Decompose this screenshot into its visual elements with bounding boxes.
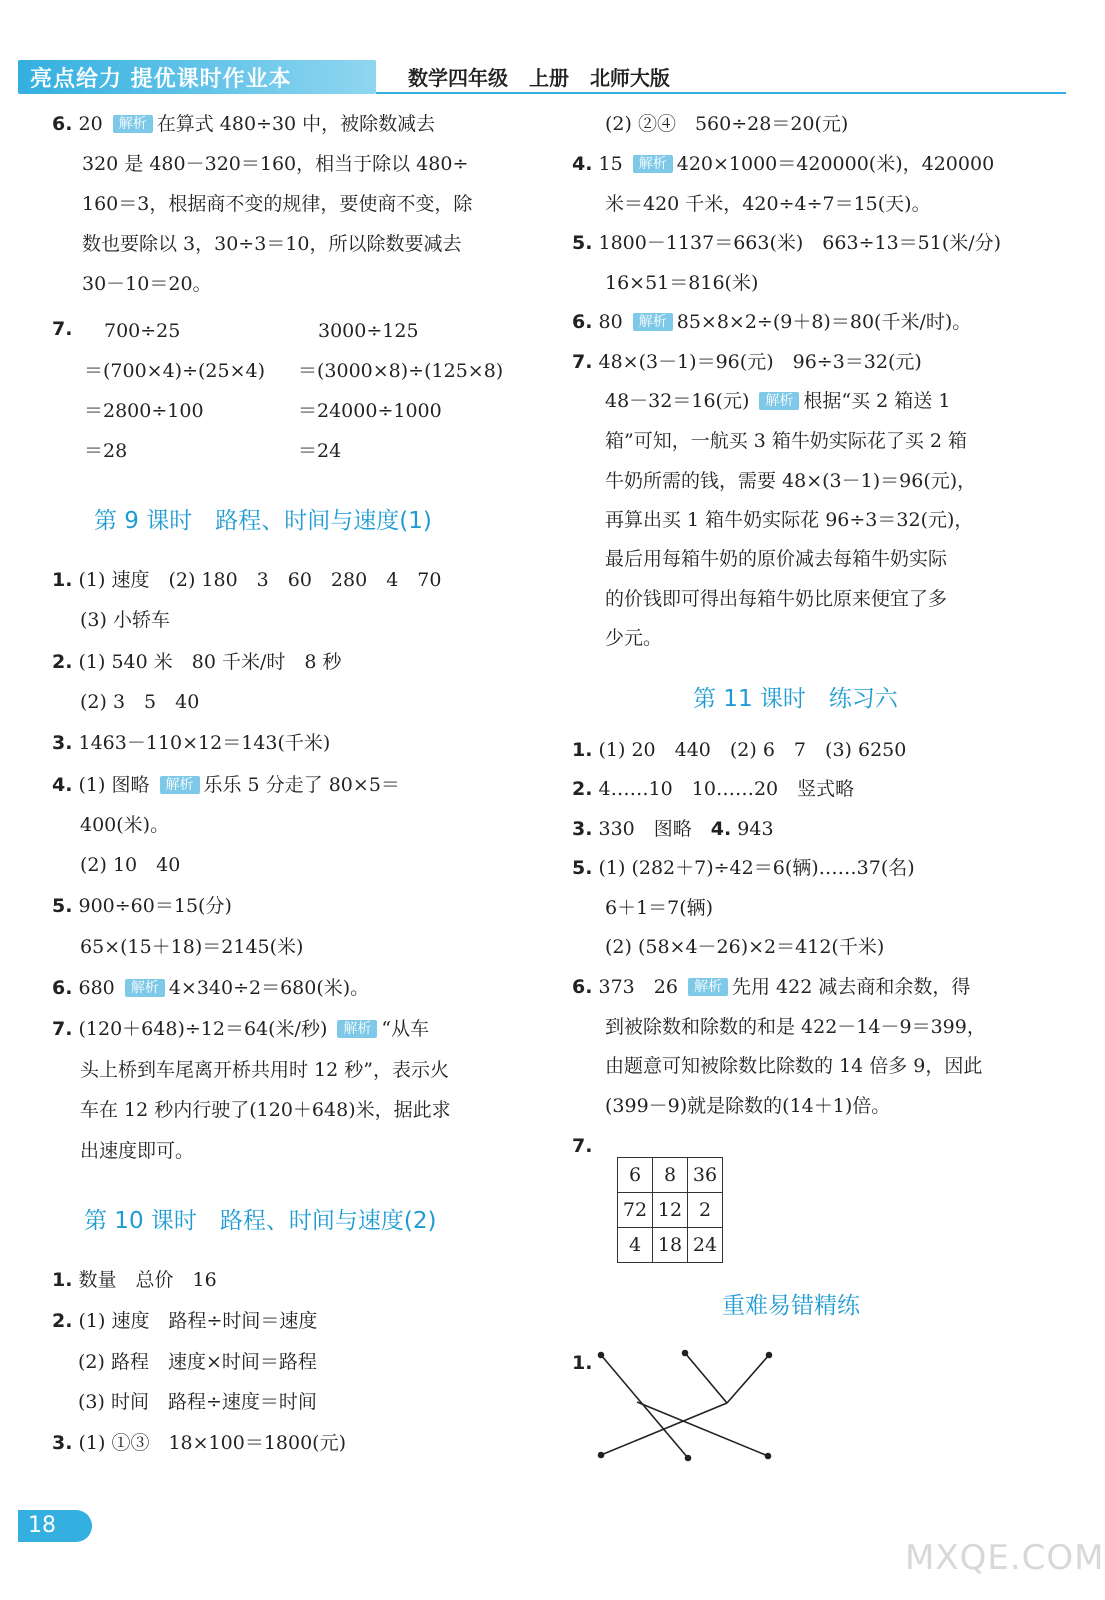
answer-text-line: 400(米)。 xyxy=(80,814,170,836)
answer-3c: 3. (1) ①③ 18×100＝1800(元) xyxy=(52,1432,346,1454)
answer-text-line: (2) 路程 速度×时间＝路程 xyxy=(78,1351,317,1373)
answer-text-line: 320 是 480－320＝160，相当于除以 480÷ xyxy=(82,153,469,175)
question-number: 1. xyxy=(572,1352,593,1374)
grid-cell: 4 xyxy=(618,1228,653,1263)
calc-step: ＝(3000×8)÷(125×8) xyxy=(298,360,504,382)
answer-text-line: 30－10＝20。 xyxy=(82,273,212,295)
answer-2r: 2. 4……10 10……20 竖式略 xyxy=(572,778,855,800)
answer-text-line: 车在 12 秒内行驶了(120＋648)米，据此求 xyxy=(80,1099,451,1121)
page-number: 18 xyxy=(18,1510,92,1542)
match-line xyxy=(601,1355,688,1458)
analysis-tag: 解析 xyxy=(759,392,799,410)
answer-text-line: 箱”可知，一航买 3 箱牛奶实际花了买 2 箱 xyxy=(605,430,968,452)
answer-text-line: 16×51＝816(米) xyxy=(605,272,759,294)
answer-text-line: (3) 时间 路程÷速度＝时间 xyxy=(78,1391,317,1413)
match-line xyxy=(685,1353,727,1403)
match-line xyxy=(637,1402,768,1456)
answer-text-line: 65×(15＋18)＝2145(米) xyxy=(80,936,304,958)
answer-text-line: 的价钱即可得出每箱牛奶比原来便宜了多 xyxy=(605,588,948,610)
grid-cell: 6 xyxy=(618,1158,653,1193)
number-grid xyxy=(617,1157,723,1263)
answer-text-line: 少元。 xyxy=(605,627,663,649)
answer-text-line: 6＋1＝7(辆) xyxy=(605,897,714,919)
grid-cell: 8 xyxy=(653,1158,688,1193)
answer-5r2: 5. (1) (282＋7)÷42＝6(辆)……37(名) xyxy=(572,857,915,879)
answer-text-line: 米＝420 千米，420÷4÷7＝15(天)。 xyxy=(605,193,931,215)
analysis-tag: 解析 xyxy=(688,978,728,996)
analysis-tag: 解析 xyxy=(633,155,673,173)
answer-text-line: 再算出买 1 箱牛奶实际花 96÷3＝32(元)， xyxy=(605,509,974,531)
section-heading: 第 11 课时 练习六 xyxy=(693,686,898,712)
answer-6: 6. 20 解析 在算式 480÷30 中，被除数减去 xyxy=(52,113,436,135)
book-info xyxy=(408,62,670,91)
match-dot xyxy=(599,1353,604,1358)
section-heading: 重难易错精练 xyxy=(722,1293,860,1319)
section-heading: 第 10 课时 路程、时间与速度(2) xyxy=(84,1208,437,1234)
answer-6b: 6. 680 解析 4×340÷2＝680(米)。 xyxy=(52,977,370,999)
question-number: 7. xyxy=(52,318,73,340)
analysis-tag: 解析 xyxy=(337,1020,377,1038)
answer-2: 2. (1) 540 米 80 千米/时 8 秒 xyxy=(52,651,342,673)
calc-step: 3000÷125 xyxy=(318,320,419,342)
answer-text-line: 头上桥到车尾离开桥共用时 12 秒”，表示火 xyxy=(80,1059,449,1081)
match-dot xyxy=(686,1456,691,1461)
calc-step: ＝24 xyxy=(298,440,342,462)
answer-2c: 2. (1) 速度 路程÷时间＝速度 xyxy=(52,1310,318,1332)
answer-6r: 6. 80 解析 85×8×2÷(9＋8)＝80(千米/时)。 xyxy=(572,311,972,333)
answer-7b: 7. (120＋648)÷12＝64(米/秒) 解析 “从车 xyxy=(52,1018,430,1040)
answer-text-line: (2) 10 40 xyxy=(80,854,181,876)
answer-text-line: 48－32＝16(元) 解析 根据“买 2 箱送 1 xyxy=(605,390,951,412)
answer-3r: 3. 330 图略 4. 943 xyxy=(572,818,774,840)
answer-1: 1. (1) 速度 (2) 180 3 60 280 4 70 xyxy=(52,569,442,591)
answer-text-line: (2) (58×4－26)×2＝412(千米) xyxy=(605,936,885,958)
match-dot xyxy=(767,1353,772,1358)
answer-6r2: 6. 373 26 解析 先用 422 减去商和余数，得 xyxy=(572,976,971,998)
answer-text-line: 数也要除以 3，30÷3＝10，所以除数要减去 xyxy=(82,233,462,255)
answer-4r: 4. 15 解析 420×1000＝420000(米)，420000 xyxy=(572,153,995,175)
match-line xyxy=(601,1403,727,1455)
answer-3: 3. 1463－110×12＝143(千米) xyxy=(52,732,331,754)
match-dot xyxy=(599,1453,604,1458)
answer-text-line: (2) ②④ 560÷28＝20(元) xyxy=(605,113,849,135)
answer-text-line: 到被除数和除数的和是 422－14－9＝399， xyxy=(605,1016,986,1038)
answer-text-line: (2) 3 5 40 xyxy=(80,691,200,713)
answer-text-line: 由题意可知被除数比除数的 14 倍多 9，因此 xyxy=(605,1055,983,1077)
grid-cell: 12 xyxy=(653,1193,688,1228)
grid-cell: 24 xyxy=(688,1228,723,1263)
calc-step: ＝24000÷1000 xyxy=(298,400,442,422)
page-header xyxy=(0,0,1083,100)
answer-text-line: 最后用每箱牛奶的原价减去每箱牛奶实际 xyxy=(605,548,948,570)
section-heading: 第 9 课时 路程、时间与速度(1) xyxy=(94,508,432,534)
answer-4: 4. (1) 图略 解析 乐乐 5 分走了 80×5＝ xyxy=(52,774,400,796)
answer-5r: 5. 1800－1137＝663(米) 663÷13＝51(米/分) xyxy=(572,232,1002,254)
watermark: MXQE.COM xyxy=(905,1538,1105,1578)
analysis-tag: 解析 xyxy=(633,313,673,331)
analysis-tag: 解析 xyxy=(125,979,165,997)
answer-1c: 1. 数量 总价 16 xyxy=(52,1269,217,1291)
edition: 北师大版 xyxy=(589,66,670,90)
subject: 数学四年级 xyxy=(408,66,508,90)
book-title: 亮点给力 提优课时作业本 xyxy=(30,67,292,92)
calc-step: ＝2800÷100 xyxy=(84,400,204,422)
analysis-tag: 解析 xyxy=(113,115,153,133)
calc-step: 700÷25 xyxy=(104,320,181,342)
matching-lines-diagram xyxy=(590,1340,790,1470)
answer-text-line: (3) 小轿车 xyxy=(80,609,170,631)
answer-5: 5. 900÷60＝15(分) xyxy=(52,895,232,917)
calc-step: ＝28 xyxy=(84,440,128,462)
grid-cell: 36 xyxy=(688,1158,723,1193)
grid-cell: 72 xyxy=(618,1193,653,1228)
question-number: 7. xyxy=(572,1135,593,1157)
answer-7r: 7. 48×(3－1)＝96(元) 96÷3＝32(元) xyxy=(572,351,922,373)
answer-1r: 1. (1) 20 440 (2) 6 7 (3) 6250 xyxy=(572,739,907,761)
header-rule xyxy=(376,92,1066,94)
volume: 上册 xyxy=(528,66,569,90)
answer-text-line: 160＝3，根据商不变的规律，要使商不变，除 xyxy=(82,193,473,215)
answer-text-line: 牛奶所需的钱，需要 48×(3－1)＝96(元)， xyxy=(605,470,977,492)
match-dot xyxy=(683,1351,688,1356)
answer-text-line: 出速度即可。 xyxy=(80,1140,195,1162)
match-dot xyxy=(766,1454,771,1459)
match-line xyxy=(727,1355,769,1403)
calc-step: ＝(700×4)÷(25×4) xyxy=(84,360,266,382)
analysis-tag: 解析 xyxy=(160,776,200,794)
answer-text-line: (399－9)就是除数的(14＋1)倍。 xyxy=(605,1095,891,1117)
grid-cell: 2 xyxy=(688,1193,723,1228)
grid-cell: 18 xyxy=(653,1228,688,1263)
